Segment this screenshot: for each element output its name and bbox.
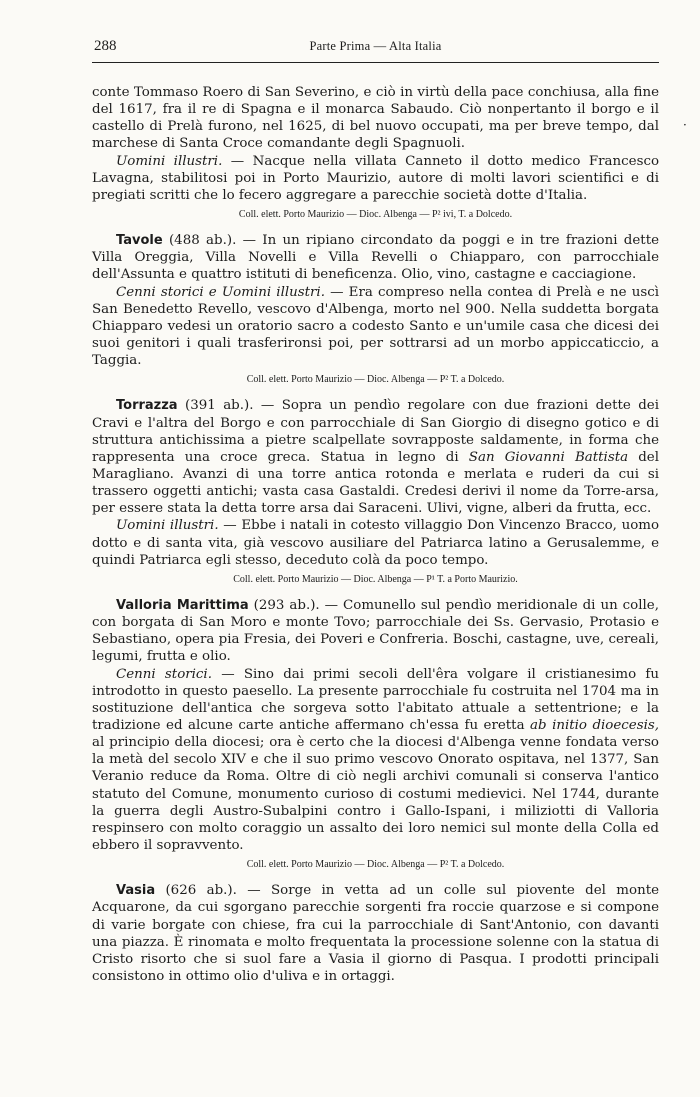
page-body <box>92 84 659 985</box>
paragraph-text: — Era compreso nella contea di Prelà e ne uscì San Benedetto Revello, vescovo d'Albenga, morto nel 900. Nella suddetta borgata Chiapparo vedesi un oratorio sacro a codesto Santo e un'umile casa che dicesi dei suoi genitori i quali trasferironsi poi, per sottrarsi ad un morbo appiccaticcio, a Taggia. <box>92 284 659 369</box>
paragraph <box>92 153 659 204</box>
paragraph <box>92 597 659 666</box>
paragraph-text: (488 ab.). — In un ripiano circondato da poggi e in tre frazioni dette Villa Oreggia, Villa Novelli e Villa Revelli o Chiapparo, con parrocchiale dell'Assunta e quattro istituti di beneficenza. Olio, vino, castagne e cacciagione. <box>92 233 659 283</box>
entry-heading: Torrazza <box>116 398 178 414</box>
italic-phrase: San Giovanni Battista <box>468 449 629 465</box>
paragraph <box>92 517 659 568</box>
subheading-italic: Uomini illustri. <box>116 518 219 534</box>
entry-heading: Vasia <box>116 883 156 899</box>
subheading-italic: Cenni storici e Uomini illustri. <box>116 284 325 300</box>
paragraph <box>92 882 659 985</box>
paragraph-text: (626 ab.). — Sorge in vetta ad un colle sul piovente del monte Acquarone, da cui sgorgano parecchie sorgenti fra roccie quarzose e si compone di varie borgate con chiese, fra cui la parrocchiale di Sant'Antonio, con davanti una piazza. È rinomata e molto frequentata la processione solenne con la statua di Cristo risorto che si suol fare a Vasia il giorno di Pasqua. I prodotti principali consistono in ottimo olio d'uliva e in ortaggi. <box>92 883 659 985</box>
entry-heading: Valloria Marittima <box>116 597 249 613</box>
paragraph: conte Tommaso Roero di San Severino, e ciò in virtù della pace conchiusa, alla fine del 1617, fra il re di Spagna e il monarca Sabaudo. Ciò nonpertanto il borgo e il castello di Prelà furono, nel 1625, di bel nuovo occupati, ma per breve tempo, dal marchese di Santa Croce comandante degli Spagnuoli. <box>92 85 659 152</box>
entry-tavole <box>92 232 659 385</box>
entry-torrazza <box>92 397 659 585</box>
collegio-line: Coll. elett. Porto Maurizio — Dioc. Albenga — P² T. a Dolcedo. <box>246 374 505 386</box>
margin-mark: · <box>683 118 687 132</box>
collegio-line: Coll. elett. Porto Maurizio — Dioc. Albenga — P² ivi, T. a Dolcedo. <box>238 209 513 221</box>
paragraph-text: — Sino dai primi secoli dell'êra volgare il cristianesimo fu introdotto in questo paesello. La presente parrocchiale fu costruita nel 1704 ma in sostituzione dell'antica che sorgeva sotto l'abitato attuale a settentrione; e la tradizione ed alcune carte antiche affermano ch'essa fu eretta <box>92 666 660 733</box>
paragraph <box>92 284 659 370</box>
entry-vasia <box>92 882 659 985</box>
paragraph-text: al principio della diocesi; ora è certo che la diocesi d'Albenga venne fondata verso la metà del secolo XIV e che il suo primo vescovo Onorato ospitava, nel 1377, San Veranio reduce da Roma. Oltre di ciò negli archivi comunali si conserva l'antico statuto del Comune, monumento curioso di costumi medievici. Nel 1744, durante la guerra degli Austro-Subalpini contro i Gallo-Ispani, i miliziotti di Valloria respinsero con molto coraggio un assalto dei loro nemici sul monte della Colla ed ebbero il sopravvento. <box>92 735 659 854</box>
paragraph-text: — Nacque nella villata Canneto il dotto medico Francesco Lavagna, stabilitosi poi in Porto Maurizio, autore di molti lavori scientifici e di pregiati scritti che lo fecero aggregare a parecchie società dotte d'Italia. <box>92 153 660 203</box>
paragraph <box>92 232 659 283</box>
paragraph-text: (391 ab.). — Sopra un pendìo regolare con due frazioni dette dei Cravi e l'altra del Borgo e con parrocchiale di San Giorgio di disegno gotico e di struttura antichissima a pietre scalpellate sovrapposte saldamente, in forma che rappresenta una croce greca. Statua in legno di <box>92 398 659 465</box>
entry-valloria <box>92 597 659 870</box>
entry-heading: Tavole <box>116 233 163 249</box>
paragraph <box>92 397 659 517</box>
page-number: 288 <box>94 38 117 54</box>
collegio-line: Coll. elett. Porto Maurizio — Dioc. Albenga — P² T. a Dolcedo. <box>246 859 505 871</box>
collegio-line: Coll. elett. Porto Maurizio — Dioc. Albenga — P¹ T. a Porto Maurizio. <box>233 573 518 585</box>
page-header <box>92 34 659 63</box>
paragraph-text: (293 ab.). — Comunello sul pendìo meridionale di un colle, con borgata di San Moro e monte Tovo; parrocchiale dei Ss. Gervasio, Protasio e Sebastiano, opera pia Fresia, dei Poveri e Confreria. Boschi, castagne, uve, cereali, legumi, frutta e olio. <box>92 597 659 665</box>
paragraph-text: — Ebbe i natali in cotesto villaggio Don Vincenzo Bracco, uomo dotto e di santa vita, già vescovo ausiliare del Patriarca latino a Gerusalemme, e quindi Patriarca egli stesso, deceduto colà da poco tempo. <box>92 518 660 568</box>
subheading-italic: Uomini illustri. <box>116 153 223 169</box>
subheading-italic: Cenni storici. <box>116 666 212 682</box>
paragraph-text: del Maragliano. Avanzi di una torre antica rotonda e merlata e ruderi da cui si trassero oggetti antichi; vasta casa Gastaldi. Credesi derivi il nome da Torre-arsa, per essere stata la detta torre arsa dai Saraceni. Ulivi, vigne, alberi da frutta, ecc. <box>92 449 659 517</box>
running-title: Parte Prima — Alta Italia <box>309 39 442 53</box>
paragraph <box>92 666 659 855</box>
italic-phrase: ab initio dioecesis, <box>530 718 660 733</box>
entry-prela-continued <box>92 84 659 220</box>
